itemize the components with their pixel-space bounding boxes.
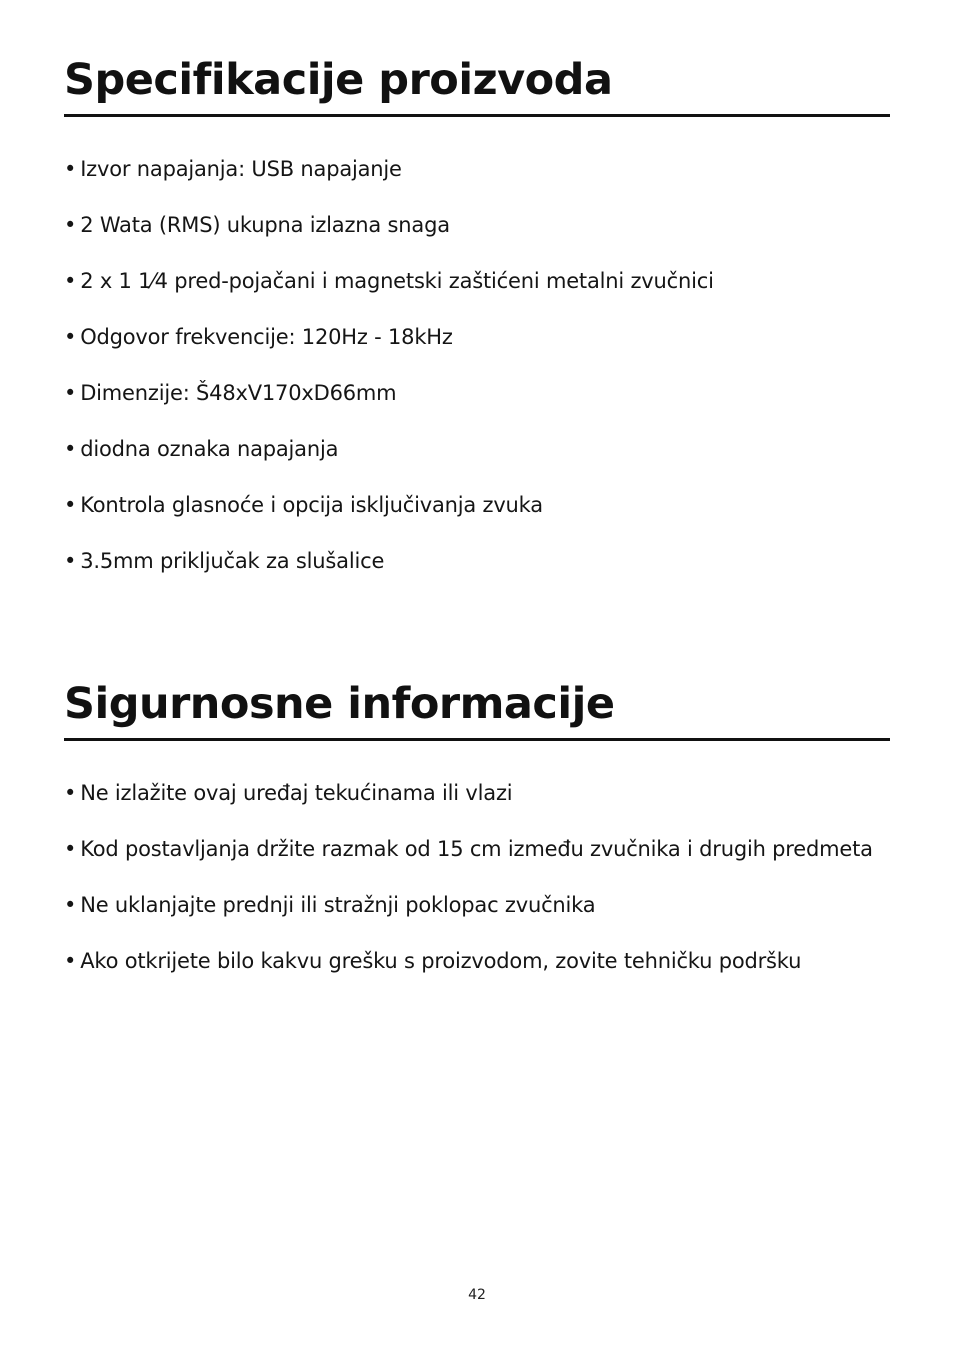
safety-information-section xyxy=(64,676,890,1003)
list-item xyxy=(64,435,890,464)
bullet-icon: • xyxy=(64,157,77,181)
bullet-icon: • xyxy=(64,493,77,517)
list-item-text: Dimenzije: Š48xV170xD66mm xyxy=(80,381,397,405)
list-item xyxy=(64,835,890,864)
safety-heading: Sigurnosne informacije xyxy=(64,676,890,741)
list-item-text: Ne izlažite ovaj uređaj tekućinama ili vlazi xyxy=(80,781,513,805)
list-item-text: Izvor napajanja: USB napajanje xyxy=(80,157,402,181)
specifications-list xyxy=(64,155,890,576)
bullet-icon: • xyxy=(64,837,77,861)
list-item-text: 3.5mm priključak za slušalice xyxy=(80,549,385,573)
bullet-icon: • xyxy=(64,325,77,349)
bullet-icon: • xyxy=(64,437,77,461)
bullet-icon: • xyxy=(64,781,77,805)
list-item xyxy=(64,211,890,240)
specifications-heading: Specifikacije proizvoda xyxy=(64,52,890,117)
list-item xyxy=(64,891,890,920)
safety-list xyxy=(64,779,890,976)
list-item-text: Kontrola glasnoće i opcija isključivanja zvuka xyxy=(80,493,543,517)
list-item-text: Kod postavljanja držite razmak od 15 cm između zvučnika i drugih predmeta xyxy=(80,837,873,861)
page-number: 42 xyxy=(468,1287,486,1303)
list-item-text: Ne uklanjajte prednji ili stražnji poklopac zvučnika xyxy=(80,893,596,917)
list-item xyxy=(64,491,890,520)
list-item-text: Odgovor frekvencije: 120Hz - 18kHz xyxy=(80,325,453,349)
list-item-text: 2 x 1 1⁄4 pred-pojačani i magnetski zaštićeni metalni zvučnici xyxy=(80,269,714,293)
list-item-text: Ako otkrijete bilo kakvu grešku s proizvodom, zovite tehničku podršku xyxy=(80,949,802,973)
bullet-icon: • xyxy=(64,381,77,405)
list-item xyxy=(64,267,890,296)
list-item xyxy=(64,547,890,576)
list-item xyxy=(64,323,890,352)
list-item xyxy=(64,379,890,408)
bullet-icon: • xyxy=(64,269,77,293)
list-item xyxy=(64,155,890,184)
list-item-text: 2 Wata (RMS) ukupna izlazna snaga xyxy=(80,213,450,237)
list-item-text: diodna oznaka napajanja xyxy=(80,437,339,461)
bullet-icon: • xyxy=(64,213,77,237)
bullet-icon: • xyxy=(64,549,77,573)
list-item xyxy=(64,779,890,808)
bullet-icon: • xyxy=(64,893,77,917)
list-item xyxy=(64,947,890,976)
bullet-icon: • xyxy=(64,949,77,973)
product-specifications-section xyxy=(64,52,890,603)
